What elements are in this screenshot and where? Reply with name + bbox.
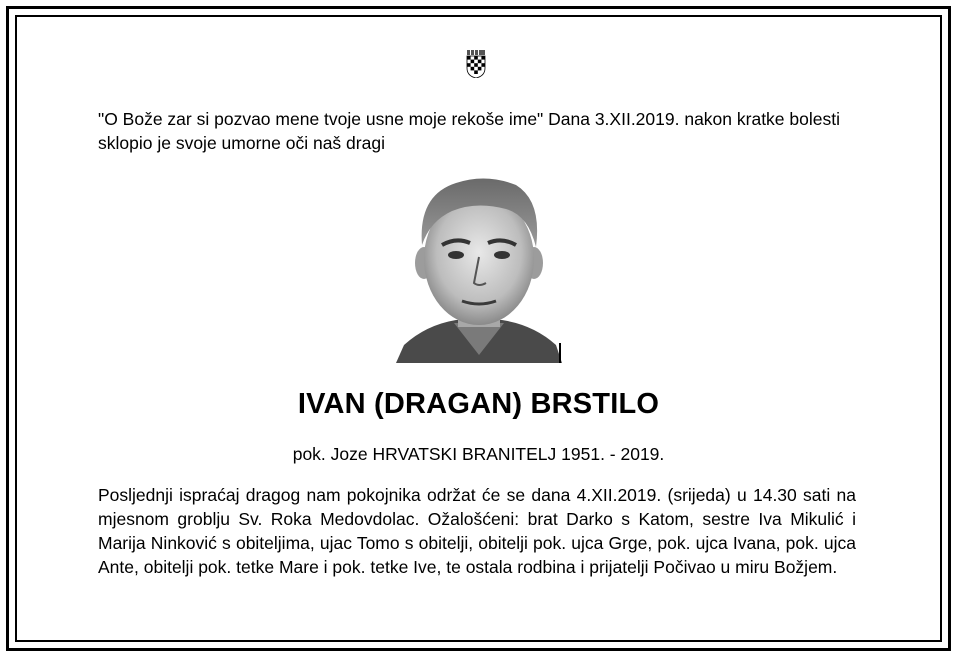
croatian-coat-of-arms-icon <box>466 50 486 78</box>
funeral-announcement-text: Posljednji ispraćaj dragog nam pokojnika održat će se dana 4.XII.2019. (srijeda) u 14.30 sati na mjesnom groblju Sv. Roka Medovdolac. Ožalošćeni: brat Darko s Katom, sestre Iva Mikulić i Marija Ninković s obiteljima, ujac Tomo s obitelji, obitelji pok. ujca Grge, pok. ujca Ivana, pok. ujca Ante, obitelji pok. tetke Mare i pok. tetke Ive, te ostala rodbina i prijatelji Počivao u miru Božjem. <box>98 485 856 577</box>
portrait-photo <box>396 175 562 363</box>
deceased-name: IVAN (DRAGAN) BRSTILO <box>297 388 660 420</box>
intro-text: "O Bože zar si pozvao mene tvoje usne moje rekoše ime" Dana 3.XII.2019. nakon kratke bolesti sklopio je svoje umorne oči naš dragi <box>98 109 840 153</box>
subtitle-line: pok. Joze HRVATSKI BRANITELJ 1951. - 2019. <box>292 444 665 464</box>
